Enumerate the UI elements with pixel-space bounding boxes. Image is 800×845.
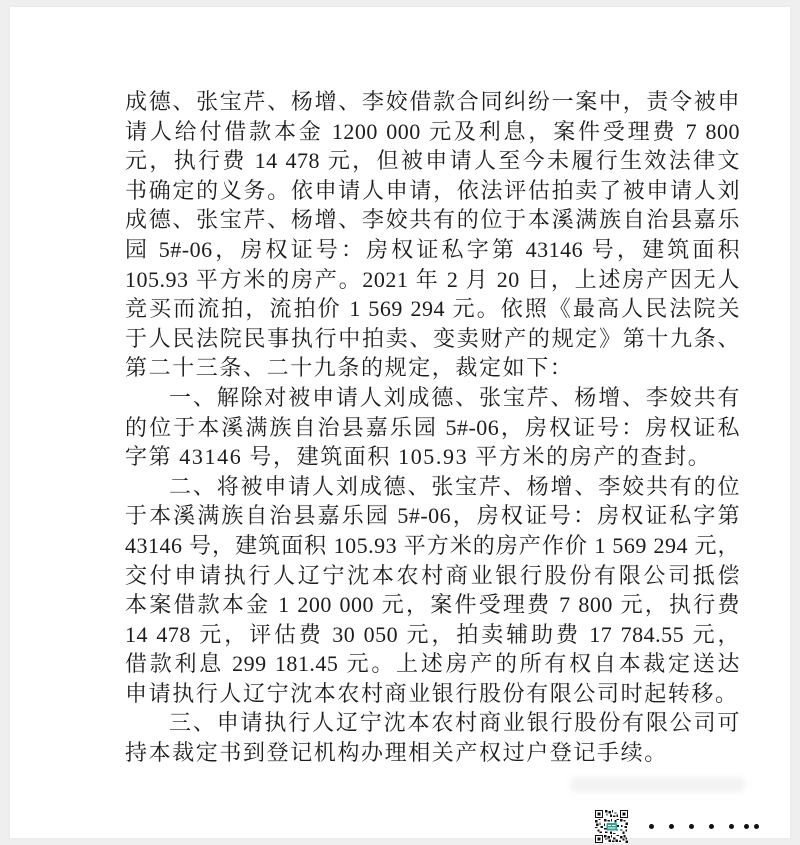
document-line: 申请执行人辽宁沈本农村商业银行股份有限公司时起转移。 [125, 680, 739, 706]
document-line: 书确定的义务。依申请人申请，依法评估拍卖了被申请人刘 [125, 177, 740, 203]
document-footer [595, 810, 759, 843]
document-line: 字第 43146 号，建筑面积 105.93 平方米的房产的查封。 [125, 444, 712, 470]
document-line: 14 478 元，评估费 30 050 元，拍卖辅助费 17 784.55 元， [125, 621, 740, 647]
document-line: 于本溪满族自治县嘉乐园 5#-06，房权证号：房权证私字第 [125, 503, 740, 529]
document-line: 成德、张宝芹、杨增、李姣共有的位于本溪满族自治县嘉乐 [125, 207, 740, 233]
document-line: 借款利息 299 181.45 元。上述房产的所有权自本裁定送达 [125, 651, 740, 677]
document-line: 43146 号，建筑面积 105.93 平方米的房产作价 1 569 294 元， [125, 532, 740, 558]
document-line: 竞买而流拍，流拍价 1 569 294 元。依照《最高人民法院关 [125, 296, 740, 322]
document-line: 一、解除对被申请人刘成德、张宝芹、杨增、李姣共有 [169, 384, 740, 410]
document-line: 交付申请执行人辽宁沈本农村商业银行股份有限公司抵偿 [125, 562, 740, 588]
document-line: 成德、张宝芹、杨增、李姣借款合同纠纷一案中，责令被申 [125, 89, 740, 114]
document-page [10, 7, 790, 838]
document-line: 园 5#-06，房权证号：房权证私字第 43146 号，建筑面积 [125, 236, 740, 262]
document-line: 于人民法院民事执行中拍卖、变卖财产的规定》第十九条、 [125, 325, 740, 351]
document-line: 三、申请执行人辽宁沈本农村商业银行股份有限公司可 [169, 710, 740, 736]
scan-artifact [570, 777, 745, 792]
document-line: 的位于本溪满族自治县嘉乐园 5#-06，房权证号：房权证私 [125, 414, 740, 440]
ellipsis-dots-icon [634, 824, 759, 829]
document-line: 105.93 平方米的房产。2021 年 2 月 20 日，上述房产因无人 [125, 266, 740, 292]
document-line: 请人给付借款本金 1200 000 元及利息，案件受理费 7 800 [125, 118, 740, 144]
document-line: 持本裁定书到登记机构办理相关产权过户登记手续。 [125, 740, 668, 766]
qr-code-icon [595, 810, 628, 843]
document-line: 二、将被申请人刘成德、张宝芹、杨增、李姣共有的位 [169, 473, 740, 499]
document-line: 第二十三条、二十九条的规定，裁定如下： [125, 355, 574, 381]
ruling-body-text [125, 87, 740, 768]
document-line: 元，执行费 14 478 元，但被申请人至今未履行生效法律文 [125, 148, 740, 174]
document-line: 本案借款本金 1 200 000 元，案件受理费 7 800 元，执行费 [125, 592, 740, 618]
